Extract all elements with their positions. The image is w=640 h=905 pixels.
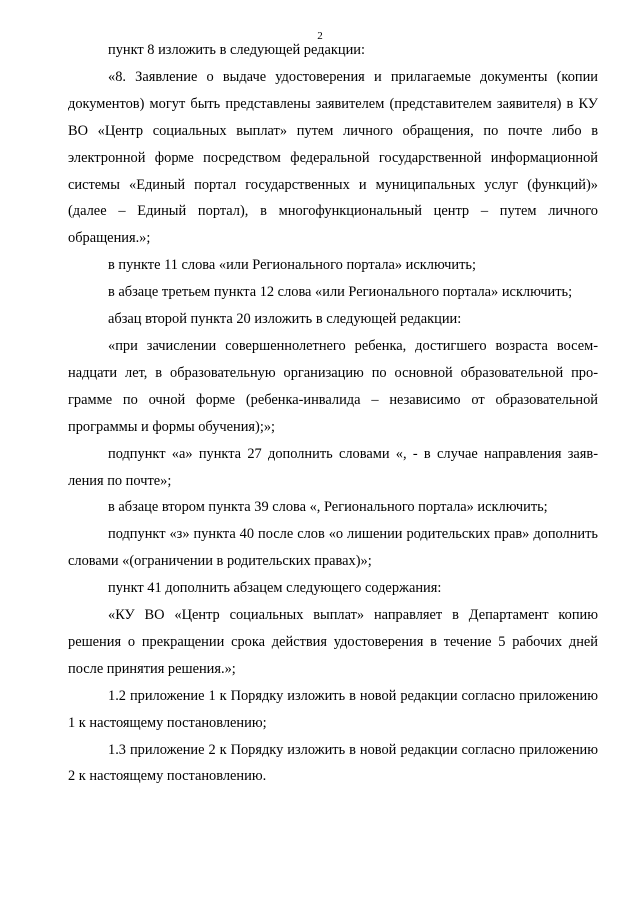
paragraph-clause-20-text: «при зачислении совершеннолетнего ребенка, достигшего возраста восемнадцати лет, в образовательную организацию по основной образовательной программе по очной форме (ребенка-инвалида – независимо от образовательной программы и формы обучения);»; (68, 337, 598, 435)
paragraph-item-1-2: 1.2 приложение 1 к Порядку изложить в новой редакции согласно приложению 1 к настоящему постановлению; (68, 687, 598, 731)
paragraph-clause-20-intro: абзац второй пункта 20 изложить в следующей редакции: (108, 311, 462, 328)
paragraph-clause-39: в абзаце втором пункта 39 слова «, Регионального портала» исключить; (108, 499, 548, 516)
paragraph-item-1-3: 1.3 приложение 2 к Порядку изложить в новой редакции согласно приложению 2 к настоящему постановлению. (68, 741, 598, 785)
paragraph-clause-8-intro: пункт 8 изложить в следующей редакции: (108, 42, 365, 58)
page-number: 2 (317, 30, 323, 42)
paragraph-clause-27: подпункт «а» пункта 27 дополнить словами «, - в случае направления заявления по почте»; (68, 445, 598, 489)
paragraph-clause-41-intro: пункт 41 дополнить абзацем следующего содержания: (108, 580, 442, 597)
document-body (68, 37, 598, 790)
paragraph-clause-12: в абзаце третьем пункта 12 слова «или Регионального портала» исключить; (108, 284, 573, 301)
paragraph-clause-8-text: «8. Заявление о выдаче удостоверения и прилагаемые документы (копии документов) могут быть представлены заявителем (представителем заявителя) в КУ ВО «Центр социальных выплат» путем личного обращения, по почте либо в электронной форме посредством федеральной государственной информационной системы «Единый портал государственных и муниципальных услуг (функций)» (далее – Единый портал), в многофункциональный центр – путем личного обращения.»; (68, 68, 598, 247)
paragraph-clause-11: в пункте 11 слова «или Регионального портала» исключить; (108, 257, 476, 274)
paragraph-clause-41-text: «КУ ВО «Центр социальных выплат» направляет в Департамент копию решения о прекращении срока действия удостоверения в течение 5 рабочих дней после принятия решения.»; (68, 607, 598, 677)
paragraph-clause-40: подпункт «з» пункта 40 после слов «о лишении родительских прав» дополнить словами «(ограничении в родительских правах)»; (68, 526, 598, 570)
